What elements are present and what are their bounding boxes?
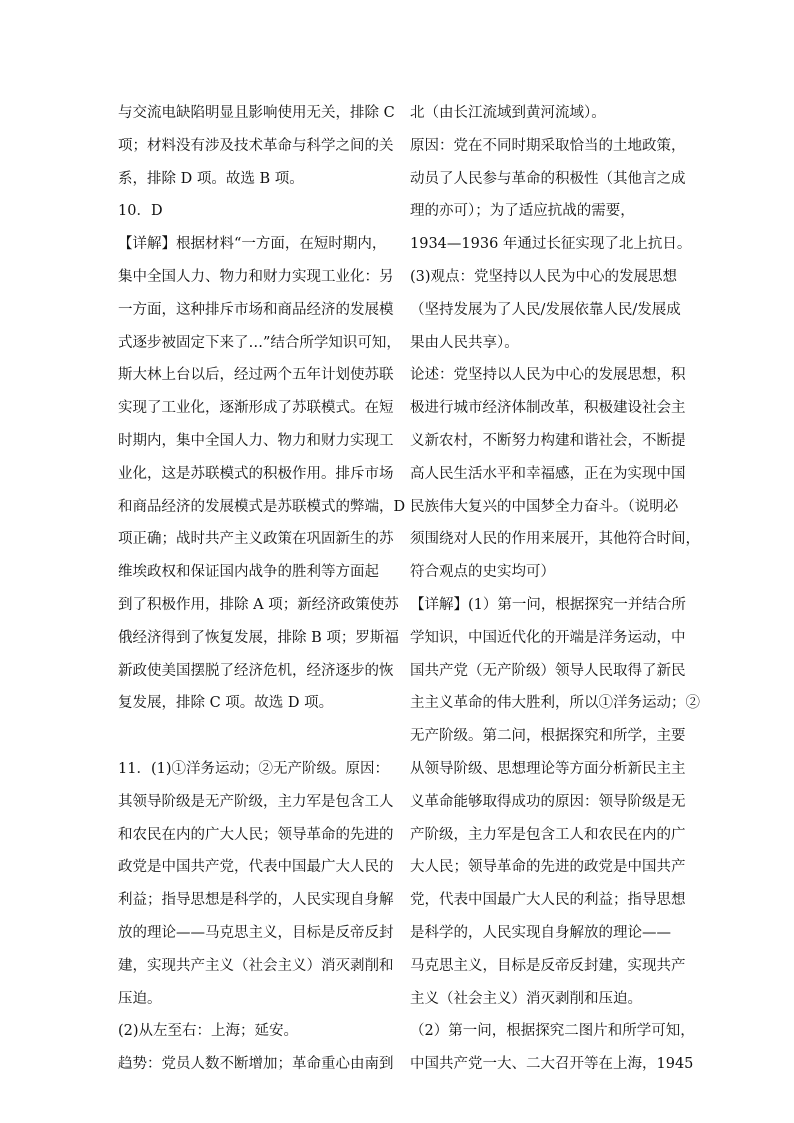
right-column-text-line: 中国共产党一大、二大召开等在上海，1945 [410,1056,694,1073]
right-column-text-line: 主主义革命的伟大胜利，所以①洋务运动；② [410,695,700,712]
right-column-text-line: 北（由长江流域到黄河流域）。 [410,105,606,121]
left-column-text-line: 实现了工业化，逐渐形成了苏联模式。在短 [118,400,394,417]
right-column-text-line: 马克思主义，目标是反帝反封建，实现共产 [410,957,686,974]
right-column-text-line: 动员了人民参与革命的积极性（其他言之成 [410,170,686,187]
left-column-text-line: 斯大林上台以后，经过两个五年计划使苏联 [118,367,394,384]
right-column-text-line: 果由人民共享）。 [410,334,519,351]
left-column-text-line: 放的理论——马克思主义，目标是反帝反封 [118,924,394,941]
right-column-text-line: （2）第一问，根据探究二图片和所学可知， [410,1023,695,1040]
left-column-text-line: 式逐步被固定下来了…”结合所学知识可知， [118,334,401,351]
right-column-text-line: 主义（社会主义）消灭剥削和压迫。 [410,990,642,1007]
right-column-text-line: 极进行城市经济体制改革，积极建设社会主 [410,400,686,417]
right-column-text-line: 高人民生活水平和幸福感，正在为实现中国 [410,465,686,482]
right-column-text-line: 须围绕对人民的作用来展开，其他符合时间， [410,531,700,548]
right-column-text-line: 【详解】(1）第一问，根据探究一并结合所 [410,596,686,613]
right-column-text-line: 1934—1936 年通过长征实现了北上抗日。 [410,236,692,253]
left-column-text-line: 和商品经济的发展模式是苏联模式的弊端，D [118,498,406,515]
right-column-text-line: 论述：党坚持以人民为中心的发展思想，积 [410,367,686,384]
left-column-text-line: 时期内，集中全国人力、物力和财力实现工 [118,432,394,449]
right-column-text-line: 国共产党（无产阶级）领导人民取得了新民 [410,662,686,679]
right-column-text-line: 理的亦可）；为了适应抗战的需要， [410,203,635,220]
left-column-text-line: 项正确；战时共产主义政策在巩固新生的苏 [118,531,394,548]
left-column-text-line: 复发展，排除 C 项。故选 D 项。 [118,695,334,712]
right-column [410,97,700,1081]
right-column-text-line: 从领导阶级、思想理论等方面分析新民主主 [410,760,686,777]
left-column-text-line: 一方面，这种排斥市场和商品经济的发展模 [118,301,394,318]
right-column-text-line: 无产阶级。第二问，根据探究和所学，主要 [410,728,686,745]
left-column-text-line: 趋势：党员人数不断增加；革命重心由南到 [118,1056,394,1073]
right-column-text-line: 学知识，中国近代化的开端是洋务运动，中 [410,629,686,646]
left-column-text-line: 10．D [118,203,163,220]
left-column-text-line: 其领导阶级是无产阶级，主力军是包含工人 [118,793,394,810]
left-column-text-line: 维埃政权和保证国内战争的胜利等方面起 [118,564,379,581]
right-column-text-line: 党，代表中国最广大人民的利益；指导思想 [410,892,686,909]
right-column-text-line: 产阶级，主力军是包含工人和农民在内的广 [410,826,686,843]
right-column-text-line: （坚持发展为了人民/发展依靠人民/发展成 [410,301,681,318]
left-column-text-line: 【详解】根据材料“一方面，在短时期内， [118,236,387,253]
left-column-text-line: 和农民在内的广大人民；领导革命的先进的 [118,826,394,843]
right-column-text-line: 义新农村，不断努力构建和谐社会，不断提 [410,432,686,449]
right-column-text-line: 义革命能够取得成功的原因：领导阶级是无 [410,793,686,810]
left-column-text-line: 业化，这是苏联模式的积极作用。排斥市场 [118,465,394,482]
left-column-text-line: 到了积极作用，排除 A 项；新经济政策使苏 [118,596,399,613]
right-column-text-line: 符合观点的史实均可） [410,564,555,581]
left-column-text-line: 压迫。 [118,990,162,1007]
left-column-text-line: 集中全国人力、物力和财力实现工业化：另 [118,268,394,285]
left-column [118,97,406,1081]
left-column-text-line: 项；材料没有涉及技术革命与科学之间的关 [118,137,394,154]
left-column-text-line [118,720,390,753]
right-column-text-line: 大人民；领导革命的先进的政党是中国共产 [410,859,686,876]
left-column-text-line: 利益；指导思想是科学的，人民实现自身解 [118,892,394,909]
left-column-text-line: (2)从左至右：上海；延安。 [118,1023,299,1040]
left-column-text-line: 建，实现共产主义（社会主义）消灭剥削和 [118,957,394,974]
right-column-text-line: (3)观点：党坚持以人民为中心的发展思想 [410,268,678,285]
left-column-text-line: 系，排除 D 项。故选 B 项。 [118,170,304,187]
left-column-text-line: 俄经济得到了恢复发展，排除 B 项；罗斯福 [118,629,399,646]
left-column-text-line: 11．(1)①洋务运动；②无产阶级。原因： [118,760,389,777]
right-column-text-line: 是科学的，人民实现自身解放的理论—— [410,924,671,941]
left-column-text-line: 政党是中国共产党，代表中国最广大人民的 [118,859,394,876]
left-column-text-line: 与交流电缺陷明显且影响使用无关，排除 C [118,105,395,121]
right-column-text-line: 原因：党在不同时期采取恰当的土地政策， [410,137,686,154]
left-column-text-line: 新政使美国摆脱了经济危机，经济逐步的恢 [118,662,394,679]
right-column-text-line: 民族伟大复兴的中国梦全力奋斗。（说明必 [410,498,679,515]
